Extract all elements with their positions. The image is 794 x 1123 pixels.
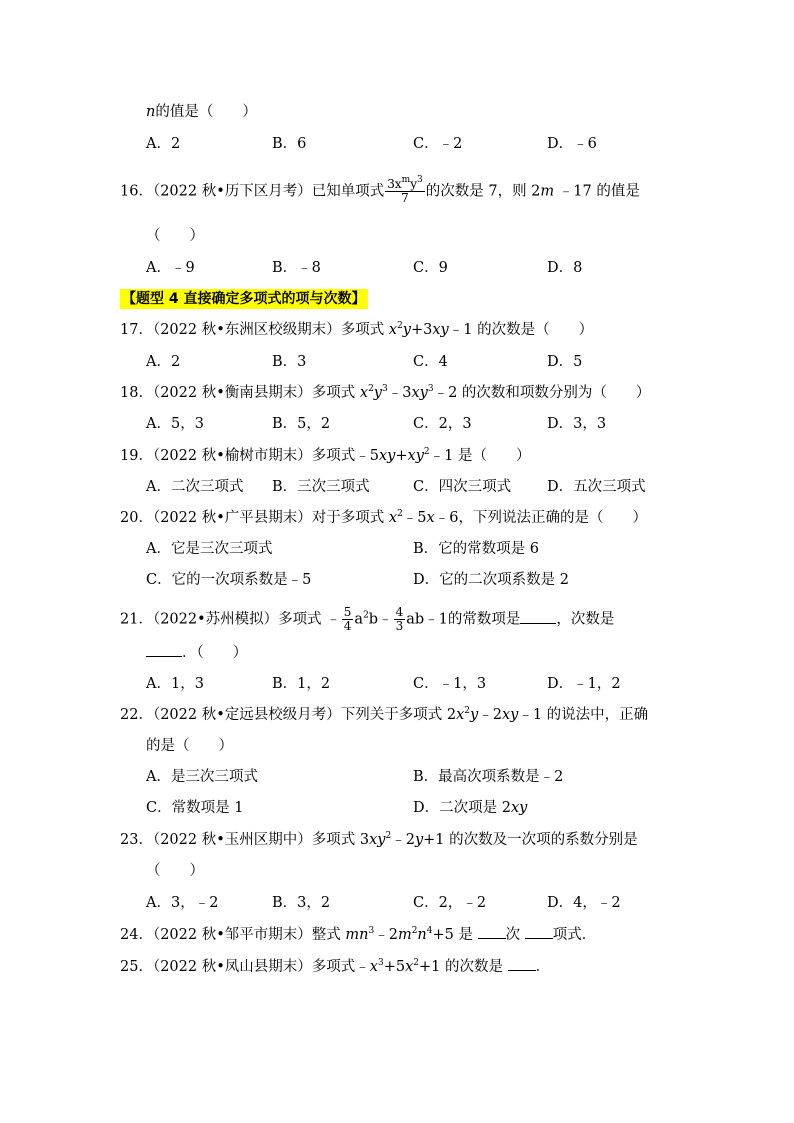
q18-option-b[interactable]: B．5，2 — [272, 416, 331, 432]
q22-stem: 22．（2022 秋•定远县校级月考）下列关于多项式 $2x^2y﹣2xy﹣1$ 的说法中，正确 — [120, 706, 649, 723]
q15-continuation: n的值是（ ） — [146, 104, 257, 120]
q21-blank-constant[interactable] — [520, 609, 556, 624]
q24-blank-terms[interactable] — [525, 924, 553, 939]
q16-stem: 16．（2022 秋•历下区月考）已知单项式 $\frac{3x^my^3}{7}$ 的次数是 7，则 2m ﹣17 的值是 — [120, 175, 640, 205]
q20-option-c[interactable]: C．它的一次项系数是﹣5 — [146, 572, 312, 588]
q19-option-c[interactable]: C．四次三项式 — [413, 479, 512, 495]
q22-option-a[interactable]: A．是三次三项式 — [146, 769, 258, 785]
q23-option-b[interactable]: B．3，2 — [272, 895, 331, 911]
q17-option-a[interactable]: A．2 — [146, 354, 181, 370]
q23-stem: 23．（2022 秋•玉州区期中）多项式 $3xy^2﹣2y+1$ 的次数及一次项的系数分别是 — [120, 831, 638, 848]
q17-option-b[interactable]: B．3 — [272, 354, 307, 370]
q15-option-b[interactable]: B．6 — [272, 136, 307, 152]
q17-option-c[interactable]: C．4 — [413, 354, 448, 370]
q21-option-c[interactable]: C．﹣1，3 — [413, 676, 487, 692]
q17-stem: 17．（2022 秋•东洲区校级期末）多项式 $x^2y+3xy﹣1$ 的次数是（ ） — [120, 321, 594, 338]
q21-option-d[interactable]: D．﹣1，2 — [547, 676, 621, 692]
q16-option-a[interactable]: A．﹣9 — [146, 260, 195, 276]
q19-option-d[interactable]: D．五次三项式 — [547, 479, 646, 495]
q18-option-c[interactable]: C．2，3 — [413, 416, 472, 432]
q23-paren: （ ） — [146, 863, 204, 879]
q15-option-d[interactable]: D．﹣6 — [547, 136, 597, 152]
q24-stem: 24．（2022 秋•邹平市期末）整式 $mn^3﹣2m^2n^4+5$ 是 次 项式． — [120, 926, 597, 943]
q20-option-b[interactable]: B．它的常数项是 6 — [413, 541, 539, 557]
q22-option-b[interactable]: B．最高次项系数是﹣2 — [413, 769, 564, 785]
q25-stem: 25．（2022 秋•凤山县期末）多项式$﹣x^3+5x^2+1$ 的次数是 ． — [120, 958, 551, 975]
q19-option-a[interactable]: A．二次三项式 — [146, 479, 244, 495]
q22-option-c[interactable]: C．常数项是 1 — [146, 800, 244, 816]
q21-blank-degree[interactable] — [146, 642, 182, 657]
q16-paren: （ ） — [146, 228, 204, 244]
q16-fraction: $\frac{3x^my^3}{7}$ — [387, 175, 423, 205]
q18-option-a[interactable]: A．5，3 — [146, 416, 204, 432]
section-banner: 【题型 4 直接确定多项式的项与次数】 — [122, 291, 366, 307]
q21-option-b[interactable]: B．1，2 — [272, 676, 331, 692]
q21-option-a[interactable]: A．1，3 — [146, 676, 204, 692]
q20-option-a[interactable]: A．它是三次三项式 — [146, 541, 273, 557]
q23-option-d[interactable]: D．4，﹣2 — [547, 895, 621, 911]
q25-blank-degree[interactable] — [508, 956, 536, 971]
q24-blank-degree[interactable] — [478, 924, 506, 939]
q16-option-c[interactable]: C．9 — [413, 260, 448, 276]
q22-continuation: 的是（ ） — [146, 738, 233, 754]
q19-option-b[interactable]: B．三次三项式 — [272, 479, 370, 495]
q23-option-c[interactable]: C．2，﹣2 — [413, 895, 487, 911]
q22-option-d[interactable]: D．二次项是 2xy — [413, 800, 528, 816]
q21-stem: 21．（2022•苏州模拟）多项式 ﹣ $\frac{5}{4}$ $a^2b﹣$ $\frac{4}{3}$ ab﹣1的常数项是 ，次数是 — [120, 605, 615, 633]
q21-fraction-2: $\frac{4}{3}$ — [395, 605, 404, 633]
q21-continuation: ．（ ） — [146, 642, 247, 663]
q15-option-a[interactable]: A．2 — [146, 136, 181, 152]
q20-option-d[interactable]: D．它的二次项系数是 2 — [413, 572, 569, 588]
q16-option-b[interactable]: B．﹣8 — [272, 260, 321, 276]
q18-option-d[interactable]: D．3，3 — [547, 416, 607, 432]
q19-stem: 19．（2022 秋•榆树市期末）多项式$﹣5xy+xy^2﹣1$ 是（ ） — [120, 447, 531, 464]
q21-fraction-1: $\frac{5}{4}$ — [343, 605, 352, 633]
q23-option-a[interactable]: A．3，﹣2 — [146, 895, 219, 911]
q17-option-d[interactable]: D．5 — [547, 354, 583, 370]
q15-option-c[interactable]: C．﹣2 — [413, 136, 463, 152]
q16-option-d[interactable]: D．8 — [547, 260, 583, 276]
q20-stem: 20．（2022 秋•广平县期末）对于多项式 $x^2﹣5x﹣6$，下列说法正确的是（ ） — [120, 509, 647, 526]
q18-stem: 18．（2022 秋•衡南县期末）多项式 $x^2y^3﹣3xy^3﹣2$ 的次数和项数分别为（ ） — [120, 384, 651, 401]
